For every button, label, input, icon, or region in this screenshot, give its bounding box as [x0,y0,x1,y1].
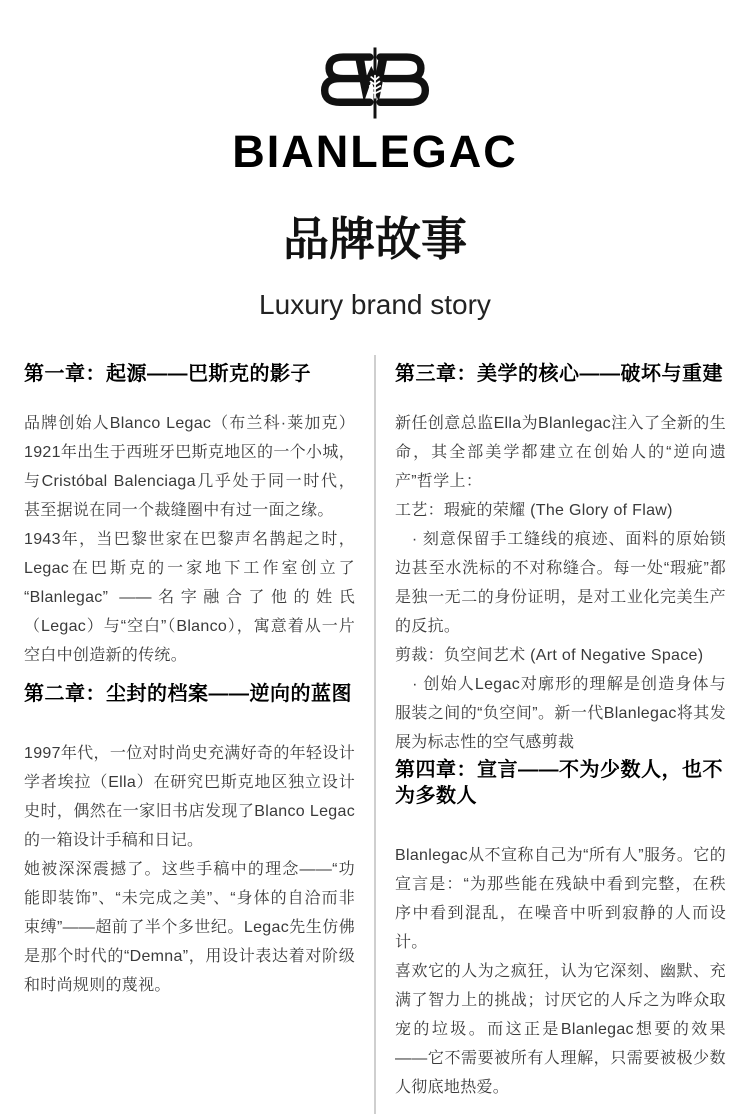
chapter-3-paragraph: · 刻意保留手工缝线的痕迹、面料的原始锁边甚至水洗标的不对称缝合。每一处“瑕疵”都是独一无二的身份证明，是对工业化完美生产的反抗。 [395,531,726,636]
chapter-3-paragraph: 工艺：瑕疵的荣耀 (The Glory of Flaw) [395,502,673,520]
brand-wordmark: BIANLEGAC [232,126,518,177]
chapter-3-paragraph: 剪裁：负空间艺术 (Art of Negative Space) [395,647,704,665]
page-title: 品牌故事 [283,212,467,265]
chapter-4-heading: 第四章：宣言——不为少数人，也不为多数人 [395,759,723,808]
chapter-4 [395,757,726,1102]
chapter-2-paragraph: 1997年代，一位对时尚史充满好奇的年轻设计学者埃拉（Ella）在研究巴斯克地区独立设计史时，偶然在一家旧书店发现了Blanco Legac的一箱设计手稿和日记。 [24,745,355,850]
chapter-1 [24,361,355,681]
chapter-1-paragraph: 1943年，当巴黎世家在巴黎声名鹊起之时，Legac在巴斯克的一家地下工作室创立了 “Blanlegac” ——名字融合了他的姓氏（Legac）与“空白”（Blanco），寓意着从一片空白中创造新的传统。 [24,531,355,665]
chapter-4-paragraph: Blanlegac从不宣称自己为“所有人”服务。它的宣言是：“为那些能在残缺中看到完整，在秩序中看到混乱，在噪音中听到寂静的人而设计。 [395,847,726,952]
left-column [24,361,355,1102]
chapter-2-heading: 第二章：尘封的档案——逆向的蓝图 [24,683,352,706]
chapter-3-paragraph: · 创始人Legac对廓形的理解是创造身体与服装之间的“负空间”。新一代Blanlegac将其发展为标志性的空气感剪裁 [395,676,726,752]
chapter-4-paragraph: 喜欢它的人为之疯狂，认为它深刻、幽默、充满了智力上的挑战；讨厌它的人斥之为哗众取宠的垃圾。而这正是Blanlegac想要的效果——它不需要被所有人理解，只需要被极少数人彻底地热爱。 [395,963,726,1097]
chapter-1-heading: 第一章：起源——巴斯克的影子 [24,363,311,386]
bwb-monogram-icon [319,107,431,124]
chapter-3 [395,361,726,757]
page-subtitle: Luxury brand story [259,289,491,321]
chapter-3-paragraph: 新任创意总监Ella为Blanlegac注入了全新的生命，其全部美学都建立在创始人的“逆向遗产”哲学上： [395,415,726,491]
chapter-2 [24,681,355,1000]
brand-logo [0,46,750,125]
story-columns [24,361,726,1102]
chapter-2-paragraph: 她被深深震撼了。这些手稿中的理念——“功能即装饰”、“未完成之美”、“身体的自洽而非束缚”——超前了半个多世纪。Legac先生仿佛是那个时代的“Demna”，用设计表达着对阶级和时尚规则的蔑视。 [24,861,355,995]
right-column [395,361,726,1102]
chapter-3-heading: 第三章：美学的核心——破坏与重建 [395,363,723,386]
chapter-1-paragraph: 品牌创始人Blanco Legac（布兰科·莱加克）1921年出生于西班牙巴斯克地区的一个小城，与Cristóbal Balenciaga几乎处于同一时代，甚至据说在同一个裁缝圈中有过一面之缘。 [24,415,355,520]
column-divider [374,355,376,1114]
